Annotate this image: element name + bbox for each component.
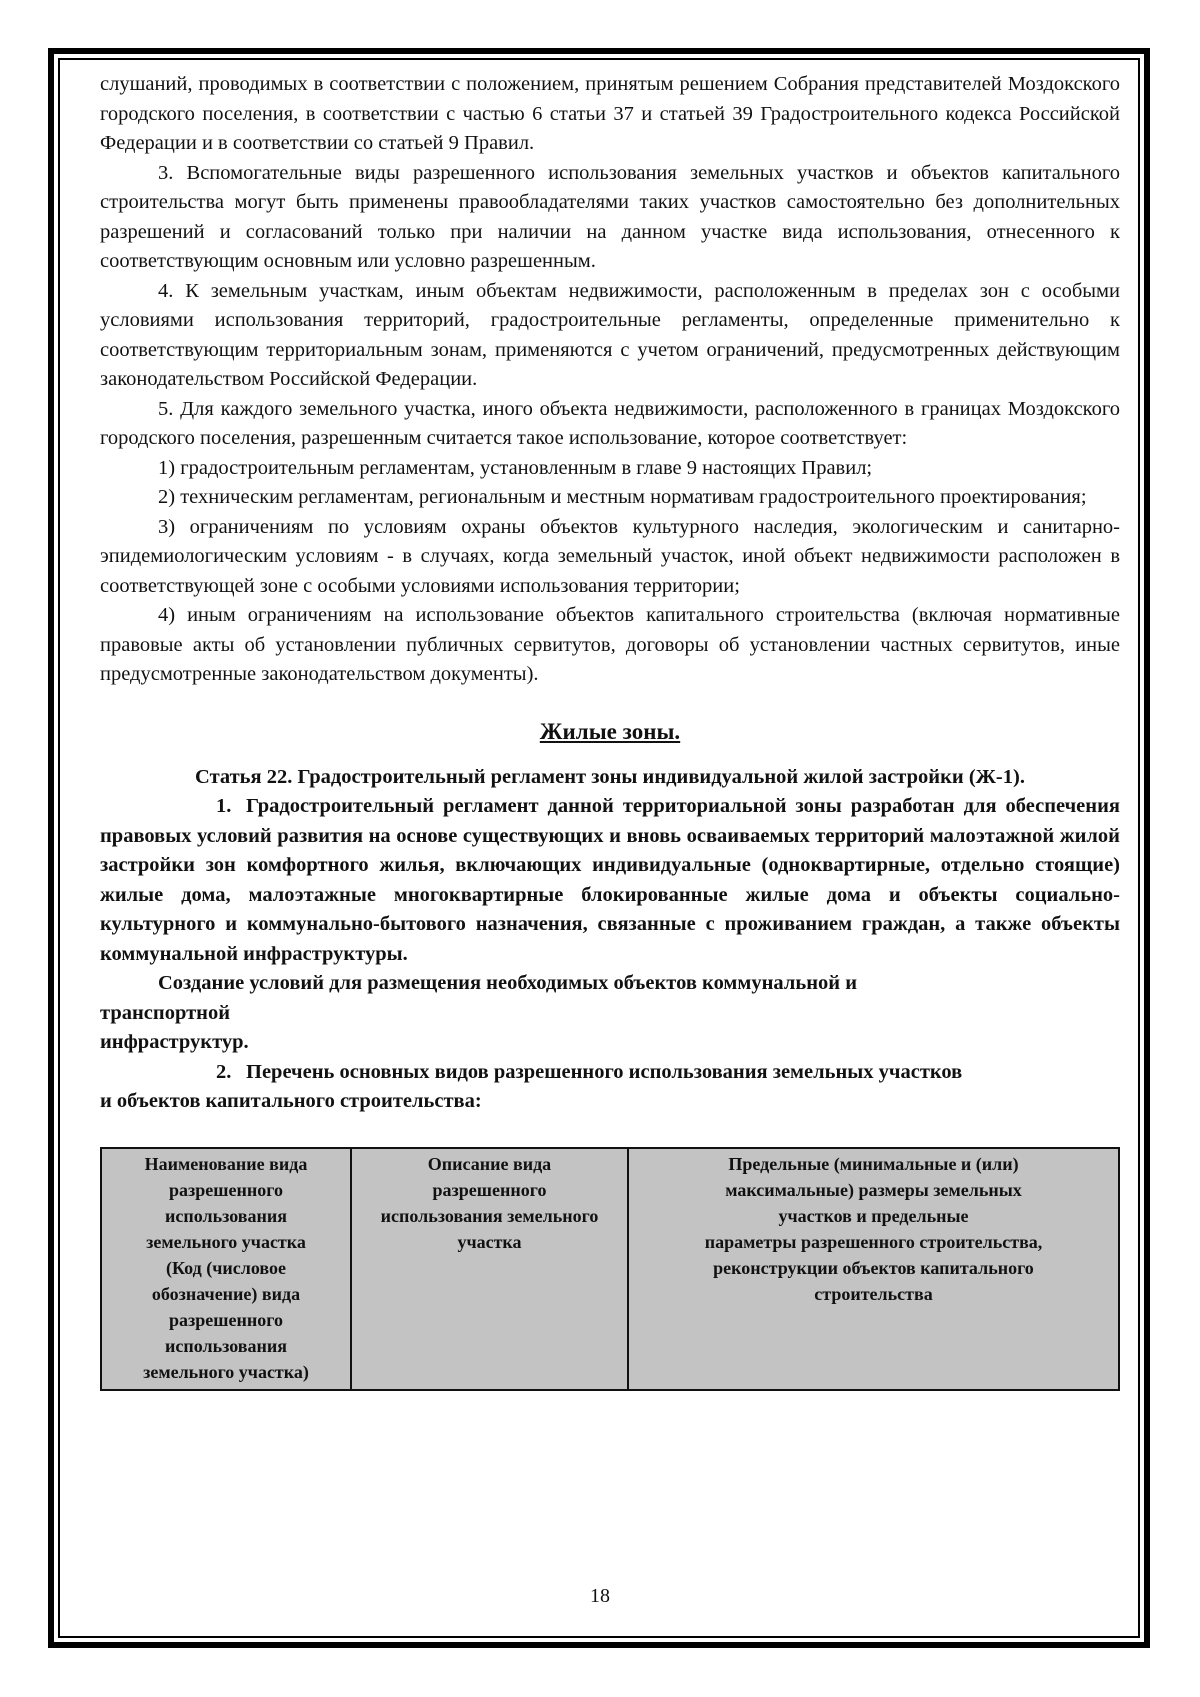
article-item-2-number: 2. <box>216 1060 232 1083</box>
creation-line-2: транспортной <box>100 1001 231 1024</box>
header-line: реконструкции объектов капитального <box>713 1257 1034 1278</box>
header-line: максимальные) размеры земельных <box>725 1179 1022 1200</box>
header-line: обозначение) вида <box>151 1283 301 1304</box>
header-line: земельного участка) <box>143 1361 309 1382</box>
article-item-1 <box>100 792 1120 969</box>
header-line: участка <box>457 1231 522 1252</box>
header-line: разрешенного <box>169 1309 283 1330</box>
article-item-1-text: Градостроительный регламент данной территориальной зоны разработан для обеспечения правовых условий развития на основе существующих и вновь осваиваемых территорий малоэтажной жилой застройки зон комфортного жилья, включающих индивидуальные (одноквартирные, отдельно стоящие) жилые дома, малоэтажные многоквартирные блокированные жилые дома и объекты социально-культурного и коммунально-бытового назначения, связанные с проживанием граждан, а также объекты коммунальной инфраструктуры. <box>100 795 1120 965</box>
header-line: использования <box>165 1335 287 1356</box>
header-line: параметры разрешенного строительства, <box>704 1231 1043 1252</box>
article-item-2-text: Перечень основных видов разрешенного использования земельных участков <box>246 1060 963 1083</box>
list-item-2: 2) техническим регламентам, региональным и местным нормативам градостроительного проектирования; <box>158 486 1087 508</box>
header-line: (Код (числовое <box>166 1257 286 1278</box>
article-item-1-number: 1. <box>216 795 232 817</box>
section-heading: Жилые зоны. <box>539 718 681 744</box>
paragraph-item-3: 3. Вспомогательные виды разрешенного использования земельных участков и объектов капитального строительства могут быть применены правообладателями таких участков самостоятельно без дополнительных разрешений и согласований только при наличии на данном участке вида использования, отнесенного к соответствующим основным или условно разрешенным. <box>100 161 1120 272</box>
permitted-use-table <box>100 1147 1120 1391</box>
table-header-row <box>101 1148 1119 1390</box>
table-header-limit-params <box>628 1148 1119 1390</box>
paragraph-item-5: 5. Для каждого земельного участка, иного объекта недвижимости, расположенного в границах Моздокского городского поселения, разрешенным считается такое использование, которое соответствует: <box>100 397 1120 449</box>
list-item-1: 1) градостроительным регламентам, установленным в главе 9 настоящих Правил; <box>158 456 873 479</box>
table-header-use-description <box>351 1148 628 1390</box>
header-line: Предельные (минимальные и (или) <box>728 1153 1019 1174</box>
header-line: разрешенного <box>169 1179 283 1200</box>
header-line: Наименование вида <box>144 1153 308 1174</box>
list-item-3: 3) ограничениям по условиям охраны объектов культурного наследия, экологическим и санитарно-эпидемиологическим условиям - в случаях, когда земельный участок, иной объект недвижимости расположен в соответствующей зоне с особыми условиями использования территории; <box>100 515 1120 597</box>
table-header-use-name <box>101 1148 351 1390</box>
header-line: строительства <box>814 1283 933 1304</box>
article-title: Статья 22. Градостроительный регламент зоны индивидуальной жилой застройки (Ж-1). <box>195 765 1025 788</box>
article-item-2-continuation: и объектов капитального строительства: <box>100 1090 482 1112</box>
header-line: использования <box>165 1205 287 1226</box>
header-line: участков и предельные <box>778 1205 969 1226</box>
list-item-4: 4) иным ограничениям на использование объектов капитального строительства (включая нормативные правовые акты об установлении публичных сервитутов, договоры об установлении частных сервитутов, иные предусмотренные законодательством документы). <box>100 604 1120 685</box>
article-item-2 <box>100 1058 1120 1088</box>
page-number: 18 <box>590 1585 610 1607</box>
header-line: разрешенного <box>432 1179 547 1200</box>
header-line: использования земельного <box>380 1205 599 1226</box>
creation-line-1: Создание условий для размещения необходимых объектов коммунальной и <box>158 972 858 994</box>
paragraph-item-4: 4. К земельным участкам, иным объектам недвижимости, расположенным в пределах зон с особыми условиями использования территорий, градостроительные регламенты, определенные применительно к соответствующим территориальным зонам, применяются с учетом ограничений, предусмотренных действующим законодательством Российской Федерации. <box>100 279 1120 390</box>
header-line: земельного участка <box>146 1231 306 1252</box>
creation-line-3: инфраструктур. <box>100 1031 249 1053</box>
header-line: Описание вида <box>427 1153 552 1174</box>
paragraph-hearings: слушаний, проводимых в соответствии с положением, принятым решением Собрания представителей Моздокского городского поселения, в соответствии с частью 6 статьи 37 и статьей 39 Градостроительного кодекса Российской Федерации и в соответствии со статьей 9 Правил. <box>100 73 1120 154</box>
document-body <box>100 70 1120 1391</box>
